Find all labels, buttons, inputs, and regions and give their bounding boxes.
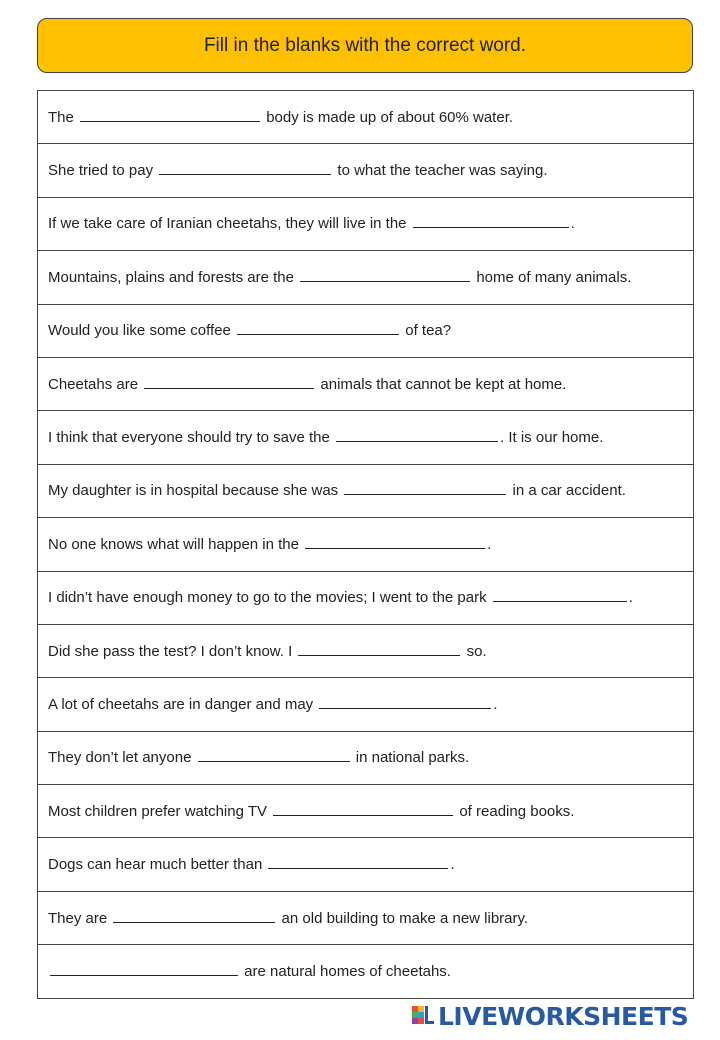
sentence-cell <box>38 251 694 304</box>
sentence-cell <box>38 144 694 197</box>
sentence-text-after: in a car accident. <box>512 482 626 500</box>
instruction-header <box>37 18 693 73</box>
sentence-cell <box>38 357 694 410</box>
answer-blank[interactable] <box>298 642 460 656</box>
sentence-cell <box>38 464 694 517</box>
sentence-row <box>38 731 694 784</box>
answer-blank[interactable] <box>273 802 453 816</box>
sentence-text-after: . <box>628 589 633 607</box>
sentence-text-before: Cheetahs are <box>48 375 139 393</box>
sentence-row <box>38 785 694 838</box>
sentence-row <box>38 411 694 464</box>
sentence-text-before: The <box>48 108 74 126</box>
answer-blank[interactable] <box>80 108 260 122</box>
sentence-row <box>38 571 694 624</box>
liveworksheets-logo-icon <box>412 1004 436 1028</box>
sentence-row <box>38 945 694 998</box>
sentence-text-before: Mountains, plains and forests are the <box>48 268 294 286</box>
sentence-cell <box>38 91 694 144</box>
sentence-text-after: of reading books. <box>459 802 575 820</box>
sentence-text-before: No one knows what will happen in the <box>48 535 299 553</box>
sentence-cell <box>38 678 694 731</box>
sentence-text-before: If we take care of Iranian cheetahs, they will live in the <box>48 215 407 233</box>
sentence-cell <box>38 731 694 784</box>
answer-blank[interactable] <box>336 428 498 442</box>
sentence-cell <box>38 945 694 998</box>
sentence-row <box>38 197 694 250</box>
sentence-text-after: so. <box>466 642 487 660</box>
sentence-cell <box>38 304 694 357</box>
sentence-text-before: I think that everyone should try to save the <box>48 429 330 447</box>
sentence-text-after: in national parks. <box>355 749 470 767</box>
sentence-text-after: an old building to make a new library. <box>281 909 529 927</box>
sentence-text-before: Dogs can hear much better than <box>48 856 263 874</box>
sentence-cell <box>38 838 694 891</box>
sentence-row <box>38 838 694 891</box>
answer-blank[interactable] <box>413 214 569 228</box>
sentence-text-after: . <box>493 695 498 713</box>
sentence-text-after: . <box>450 856 455 874</box>
sentence-row <box>38 304 694 357</box>
sentence-row <box>38 891 694 944</box>
instruction-title: Fill in the blanks with the correct word. <box>203 34 527 56</box>
sentence-text-before: They don’t let anyone <box>48 749 192 767</box>
sentence-cell <box>38 197 694 250</box>
logo-text: LIVEWORKSHEETS <box>438 1001 689 1031</box>
sentence-text-after: are natural homes of cheetahs. <box>244 962 451 980</box>
sentence-cell <box>38 891 694 944</box>
answer-blank[interactable] <box>159 161 331 175</box>
sentence-text-after: animals that cannot be kept at home. <box>320 375 567 393</box>
sentence-text-before: They are <box>48 909 108 927</box>
worksheet-table <box>37 90 694 999</box>
answer-blank[interactable] <box>493 588 627 602</box>
answer-blank[interactable] <box>268 855 448 869</box>
sentence-row <box>38 678 694 731</box>
sentence-cell <box>38 571 694 624</box>
sentence-row <box>38 464 694 517</box>
sentence-text-before: Would you like some coffee <box>48 322 231 340</box>
sentence-text-after: of tea? <box>405 322 452 340</box>
sentence-row <box>38 624 694 677</box>
sentence-cell <box>38 518 694 571</box>
sentence-text-before: Did she pass the test? I don’t know. I <box>48 642 293 660</box>
sentence-text-before: A lot of cheetahs are in danger and may <box>48 695 314 713</box>
sentence-text-before: My daughter is in hospital because she was <box>48 482 339 500</box>
sentence-text-before: She tried to pay <box>48 162 154 180</box>
answer-blank[interactable] <box>198 748 350 762</box>
answer-blank[interactable] <box>305 535 485 549</box>
sentence-text-after: . <box>487 535 492 553</box>
answer-blank[interactable] <box>113 909 275 923</box>
sentence-cell <box>38 624 694 677</box>
sentence-text-before: Most children prefer watching TV <box>48 802 267 820</box>
sentence-row <box>38 251 694 304</box>
answer-blank[interactable] <box>300 268 470 282</box>
answer-blank[interactable] <box>319 695 491 709</box>
sentence-text-after: . <box>570 215 575 233</box>
sentence-text-after: . It is our home. <box>500 429 604 447</box>
answer-blank[interactable] <box>144 375 314 389</box>
sentence-cell <box>38 411 694 464</box>
sentence-row <box>38 91 694 144</box>
answer-blank[interactable] <box>237 321 399 335</box>
sentence-row <box>38 144 694 197</box>
answer-blank[interactable] <box>50 962 238 976</box>
answer-blank[interactable] <box>344 481 506 495</box>
sentence-cell <box>38 785 694 838</box>
sentence-text-after: to what the teacher was saying. <box>337 162 548 180</box>
liveworksheets-logo <box>412 1002 688 1030</box>
sentence-row <box>38 357 694 410</box>
sentence-text-after: home of many animals. <box>476 268 632 286</box>
sentence-text-after: body is made up of about 60% water. <box>266 108 514 126</box>
sentence-text-before: I didn’t have enough money to go to the movies; I went to the park <box>48 589 487 607</box>
sentence-row <box>38 518 694 571</box>
